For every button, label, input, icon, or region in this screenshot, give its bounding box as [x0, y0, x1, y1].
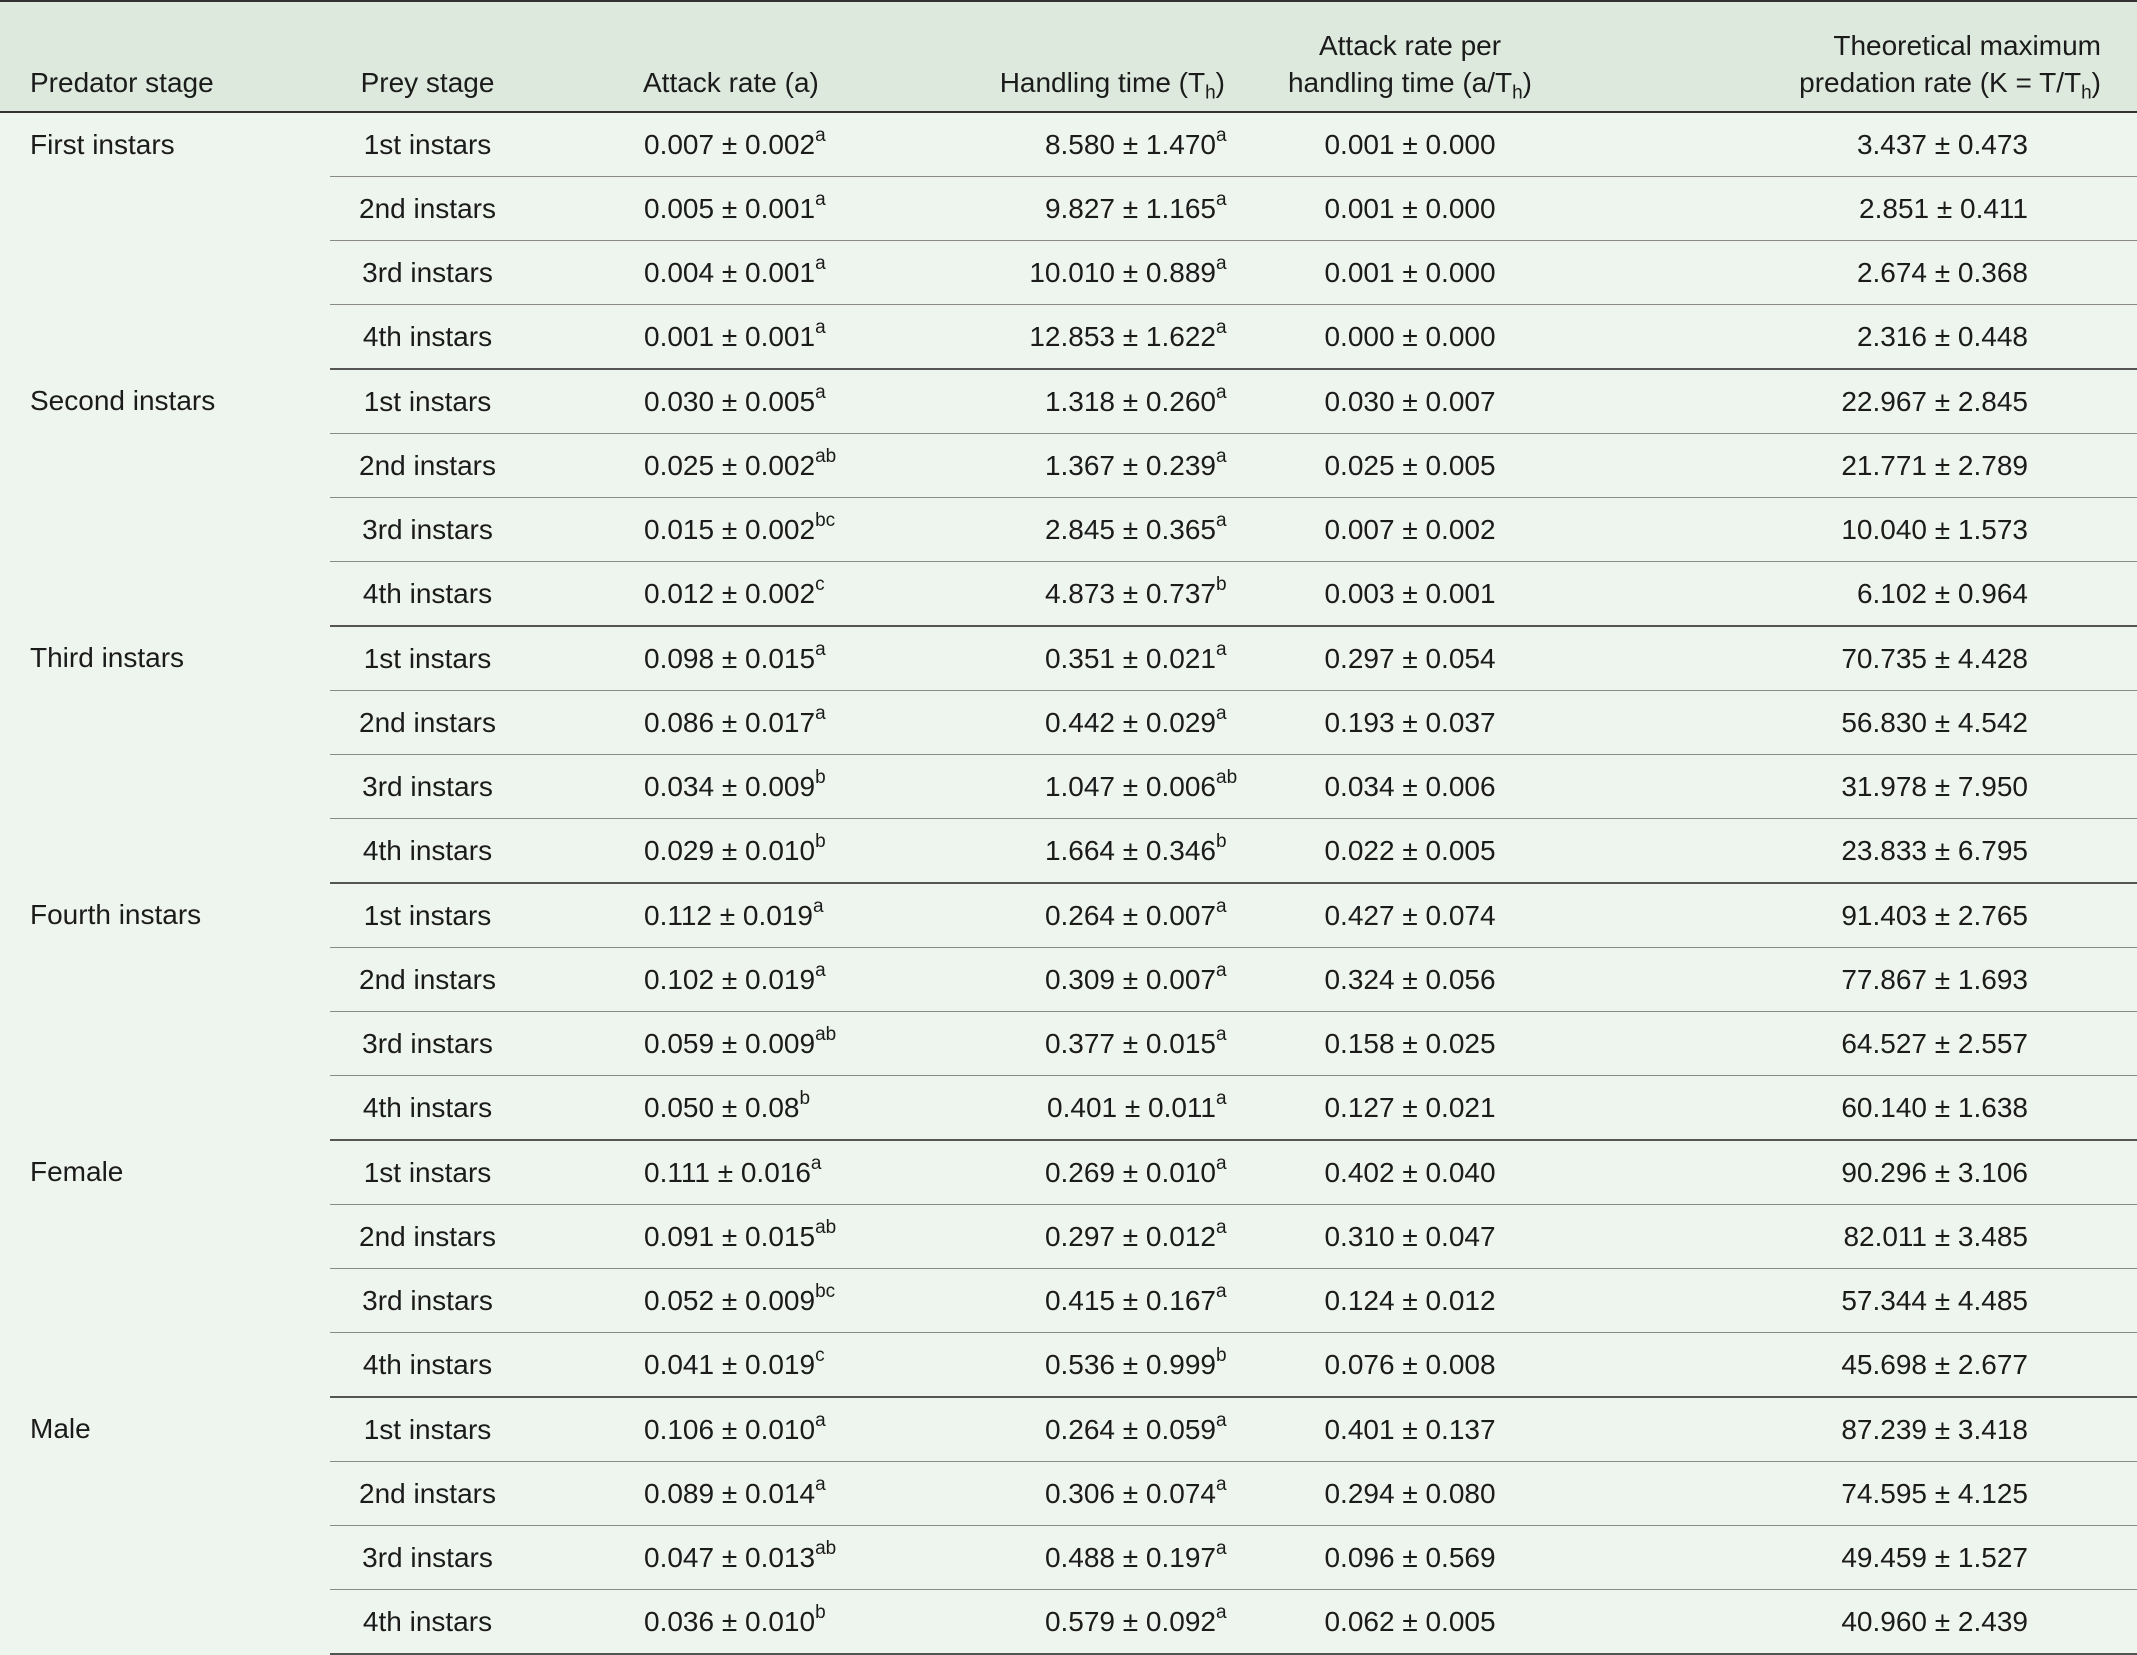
prey-stage-cell: 2nd instars [330, 1462, 525, 1526]
header-theoretical-max-predation: Theoretical maximum predation rate $(K = T/T_h)$ [1595, 1, 2137, 112]
handling-time-cell: 0.306 ± 0.074$^a$ [925, 1462, 1225, 1526]
prey-stage-cell: 3rd instars [330, 1012, 525, 1076]
attack-rate-per-handling-time-cell: 0.294 ± 0.080 [1225, 1462, 1595, 1526]
handling-time-cell: 1.318 ± 0.260$^a$ [925, 369, 1225, 434]
table-row [0, 1397, 2137, 1462]
theoretical-max-predation-cell: 77.867 ± 1.693 [1595, 948, 2137, 1012]
attack-rate-per-handling-time-cell: 0.076 ± 0.008 [1225, 1333, 1595, 1398]
theoretical-max-predation-cell: 3.437 ± 0.473 [1595, 112, 2137, 177]
header-prey-stage: Prey stage [330, 1, 525, 112]
prey-stage-cell: 3rd instars [330, 1526, 525, 1590]
attack-rate-per-handling-time-cell: 0.007 ± 0.002 [1225, 498, 1595, 562]
attack-rate-per-handling-time-cell: 0.062 ± 0.005 [1225, 1590, 1595, 1655]
theoretical-max-predation-cell: 56.830 ± 4.542 [1595, 691, 2137, 755]
attack-rate-cell: 0.005 ± 0.001$^a$ [525, 177, 925, 241]
prey-stage-cell: 1st instars [330, 1397, 525, 1462]
header-attack-rate: Attack rate (a) [525, 1, 925, 112]
handling-time-cell: 0.377 ± 0.015$^a$ [925, 1012, 1225, 1076]
attack-rate-per-handling-time-cell: 0.001 ± 0.000 [1225, 112, 1595, 177]
predator-stage-cell: Third instars [30, 642, 185, 673]
prey-stage-cell: 1st instars [330, 369, 525, 434]
attack-rate-per-handling-time-cell: 0.001 ± 0.000 [1225, 241, 1595, 305]
table-row [0, 369, 2137, 434]
predator-stage-cell: First instars [30, 129, 175, 160]
handling-time-cell: 0.309 ± 0.007$^a$ [925, 948, 1225, 1012]
attack-rate-cell: 0.007 ± 0.002$^a$ [525, 112, 925, 177]
handling-time-cell: 0.401 ± 0.011$^a$ [925, 1076, 1225, 1141]
attack-rate-cell: 0.030 ± 0.005$^a$ [525, 369, 925, 434]
handling-time-cell: 0.351 ± 0.021$^a$ [925, 626, 1225, 691]
attack-rate-cell: 0.102 ± 0.019$^a$ [525, 948, 925, 1012]
handling-time-cell: 8.580 ± 1.470$^a$ [925, 112, 1225, 177]
theoretical-max-predation-cell: 40.960 ± 2.439 [1595, 1590, 2137, 1655]
table-body [0, 112, 2137, 1654]
prey-stage-cell: 3rd instars [330, 1269, 525, 1333]
attack-rate-per-handling-time-cell: 0.127 ± 0.021 [1225, 1076, 1595, 1141]
attack-rate-per-handling-time-cell: 0.022 ± 0.005 [1225, 819, 1595, 884]
handling-time-cell: 0.297 ± 0.012$^a$ [925, 1205, 1225, 1269]
theoretical-max-predation-cell: 22.967 ± 2.845 [1595, 369, 2137, 434]
attack-rate-per-handling-time-cell: 0.193 ± 0.037 [1225, 691, 1595, 755]
handling-time-cell: 0.488 ± 0.197$^a$ [925, 1526, 1225, 1590]
attack-rate-cell: 0.025 ± 0.002$^{ab}$ [525, 434, 925, 498]
attack-rate-cell: 0.059 ± 0.009$^{ab}$ [525, 1012, 925, 1076]
handling-time-cell: 0.442 ± 0.029$^a$ [925, 691, 1225, 755]
handling-time-cell: 1.664 ± 0.346$^b$ [925, 819, 1225, 884]
attack-rate-cell: 0.111 ± 0.016$^a$ [525, 1140, 925, 1205]
predator-stage-cell: Female [30, 1156, 124, 1187]
attack-rate-cell: 0.106 ± 0.010$^a$ [525, 1397, 925, 1462]
handling-time-cell: 1.367 ± 0.239$^a$ [925, 434, 1225, 498]
attack-rate-cell: 0.004 ± 0.001$^a$ [525, 241, 925, 305]
theoretical-max-predation-cell: 64.527 ± 2.557 [1595, 1012, 2137, 1076]
theoretical-max-predation-cell: 23.833 ± 6.795 [1595, 819, 2137, 884]
attack-rate-per-handling-time-cell: 0.096 ± 0.569 [1225, 1526, 1595, 1590]
theoretical-max-predation-cell: 60.140 ± 1.638 [1595, 1076, 2137, 1141]
prey-stage-cell: 4th instars [330, 305, 525, 370]
attack-rate-cell: 0.036 ± 0.010$^b$ [525, 1590, 925, 1655]
handling-time-cell: 2.845 ± 0.365$^a$ [925, 498, 1225, 562]
predator-stage-cell: Fourth instars [30, 899, 202, 930]
prey-stage-cell: 2nd instars [330, 434, 525, 498]
handling-time-cell: 9.827 ± 1.165$^a$ [925, 177, 1225, 241]
prey-stage-cell: 3rd instars [330, 498, 525, 562]
attack-rate-cell: 0.052 ± 0.009$^{bc}$ [525, 1269, 925, 1333]
header-row [0, 1, 2137, 112]
attack-rate-per-handling-time-cell: 0.003 ± 0.001 [1225, 562, 1595, 627]
theoretical-max-predation-cell: 2.316 ± 0.448 [1595, 305, 2137, 370]
theoretical-max-predation-cell: 82.011 ± 3.485 [1595, 1205, 2137, 1269]
theoretical-max-predation-cell: 6.102 ± 0.964 [1595, 562, 2137, 627]
handling-time-cell: 12.853 ± 1.622$^a$ [925, 305, 1225, 370]
attack-rate-cell: 0.047 ± 0.013$^{ab}$ [525, 1526, 925, 1590]
table-row [0, 1140, 2137, 1205]
attack-rate-cell: 0.050 ± 0.08$^b$ [525, 1076, 925, 1141]
prey-stage-cell: 1st instars [330, 1140, 525, 1205]
predator-stage-cell: Male [30, 1413, 91, 1444]
attack-rate-cell: 0.089 ± 0.014$^a$ [525, 1462, 925, 1526]
attack-rate-per-handling-time-cell: 0.402 ± 0.040 [1225, 1140, 1595, 1205]
attack-rate-cell: 0.086 ± 0.017$^a$ [525, 691, 925, 755]
attack-rate-cell: 0.112 ± 0.019$^a$ [525, 883, 925, 948]
theoretical-max-predation-cell: 10.040 ± 1.573 [1595, 498, 2137, 562]
attack-rate-cell: 0.041 ± 0.019$^c$ [525, 1333, 925, 1398]
table-row [0, 112, 2137, 177]
prey-stage-cell: 4th instars [330, 1333, 525, 1398]
prey-stage-cell: 1st instars [330, 626, 525, 691]
attack-rate-cell: 0.034 ± 0.009$^b$ [525, 755, 925, 819]
attack-rate-per-handling-time-cell: 0.310 ± 0.047 [1225, 1205, 1595, 1269]
attack-rate-per-handling-time-cell: 0.401 ± 0.137 [1225, 1397, 1595, 1462]
handling-time-cell: 0.264 ± 0.059$^a$ [925, 1397, 1225, 1462]
prey-stage-cell: 4th instars [330, 562, 525, 627]
theoretical-max-predation-cell: 74.595 ± 4.125 [1595, 1462, 2137, 1526]
header-attack-rate-per-handling-time: Attack rate per handling time $(a/T_h)$ [1225, 1, 1595, 112]
handling-time-cell: 0.579 ± 0.092$^a$ [925, 1590, 1225, 1655]
theoretical-max-predation-cell: 91.403 ± 2.765 [1595, 883, 2137, 948]
theoretical-max-predation-cell: 21.771 ± 2.789 [1595, 434, 2137, 498]
theoretical-max-predation-cell: 87.239 ± 3.418 [1595, 1397, 2137, 1462]
table-row [0, 883, 2137, 948]
prey-stage-cell: 1st instars [330, 112, 525, 177]
header-predator-stage: Predator stage [0, 1, 330, 112]
theoretical-max-predation-cell: 45.698 ± 2.677 [1595, 1333, 2137, 1398]
prey-stage-cell: 4th instars [330, 1590, 525, 1655]
attack-rate-per-handling-time-cell: 0.297 ± 0.054 [1225, 626, 1595, 691]
prey-stage-cell: 4th instars [330, 819, 525, 884]
theoretical-max-predation-cell: 31.978 ± 7.950 [1595, 755, 2137, 819]
handling-time-cell: 0.269 ± 0.010$^a$ [925, 1140, 1225, 1205]
handling-time-cell: 4.873 ± 0.737$^b$ [925, 562, 1225, 627]
attack-rate-cell: 0.098 ± 0.015$^a$ [525, 626, 925, 691]
attack-rate-per-handling-time-cell: 0.025 ± 0.005 [1225, 434, 1595, 498]
attack-rate-cell: 0.029 ± 0.010$^b$ [525, 819, 925, 884]
attack-rate-per-handling-time-cell: 0.001 ± 0.000 [1225, 177, 1595, 241]
table-row [0, 626, 2137, 691]
theoretical-max-predation-cell: 49.459 ± 1.527 [1595, 1526, 2137, 1590]
attack-rate-cell: 0.091 ± 0.015$^{ab}$ [525, 1205, 925, 1269]
handling-time-cell: 0.415 ± 0.167$^a$ [925, 1269, 1225, 1333]
prey-stage-cell: 1st instars [330, 883, 525, 948]
attack-rate-per-handling-time-cell: 0.324 ± 0.056 [1225, 948, 1595, 1012]
theoretical-max-predation-cell: 70.735 ± 4.428 [1595, 626, 2137, 691]
attack-rate-per-handling-time-cell: 0.000 ± 0.000 [1225, 305, 1595, 370]
attack-rate-per-handling-time-cell: 0.427 ± 0.074 [1225, 883, 1595, 948]
prey-stage-cell: 3rd instars [330, 755, 525, 819]
theoretical-max-predation-cell: 90.296 ± 3.106 [1595, 1140, 2137, 1205]
prey-stage-cell: 2nd instars [330, 691, 525, 755]
handling-time-cell: 10.010 ± 0.889$^a$ [925, 241, 1225, 305]
attack-rate-per-handling-time-cell: 0.124 ± 0.012 [1225, 1269, 1595, 1333]
attack-rate-cell: 0.015 ± 0.002$^{bc}$ [525, 498, 925, 562]
attack-rate-per-handling-time-cell: 0.158 ± 0.025 [1225, 1012, 1595, 1076]
prey-stage-cell: 4th instars [330, 1076, 525, 1141]
prey-stage-cell: 2nd instars [330, 1205, 525, 1269]
predator-stage-cell: Second instars [30, 385, 216, 416]
attack-rate-per-handling-time-cell: 0.030 ± 0.007 [1225, 369, 1595, 434]
prey-stage-cell: 2nd instars [330, 948, 525, 1012]
prey-stage-cell: 3rd instars [330, 241, 525, 305]
attack-rate-cell: 0.001 ± 0.001$^a$ [525, 305, 925, 370]
handling-time-cell: 1.047 ± 0.006$^{ab}$ [925, 755, 1225, 819]
theoretical-max-predation-cell: 2.851 ± 0.411 [1595, 177, 2137, 241]
handling-time-cell: 0.536 ± 0.999$^b$ [925, 1333, 1225, 1398]
theoretical-max-predation-cell: 2.674 ± 0.368 [1595, 241, 2137, 305]
theoretical-max-predation-cell: 57.344 ± 4.485 [1595, 1269, 2137, 1333]
attack-rate-cell: 0.012 ± 0.002$^c$ [525, 562, 925, 627]
attack-rate-per-handling-time-cell: 0.034 ± 0.006 [1225, 755, 1595, 819]
header-handling-time: Handling time $(T_h)$ [925, 1, 1225, 112]
handling-time-cell: 0.264 ± 0.007$^a$ [925, 883, 1225, 948]
prey-stage-cell: 2nd instars [330, 177, 525, 241]
